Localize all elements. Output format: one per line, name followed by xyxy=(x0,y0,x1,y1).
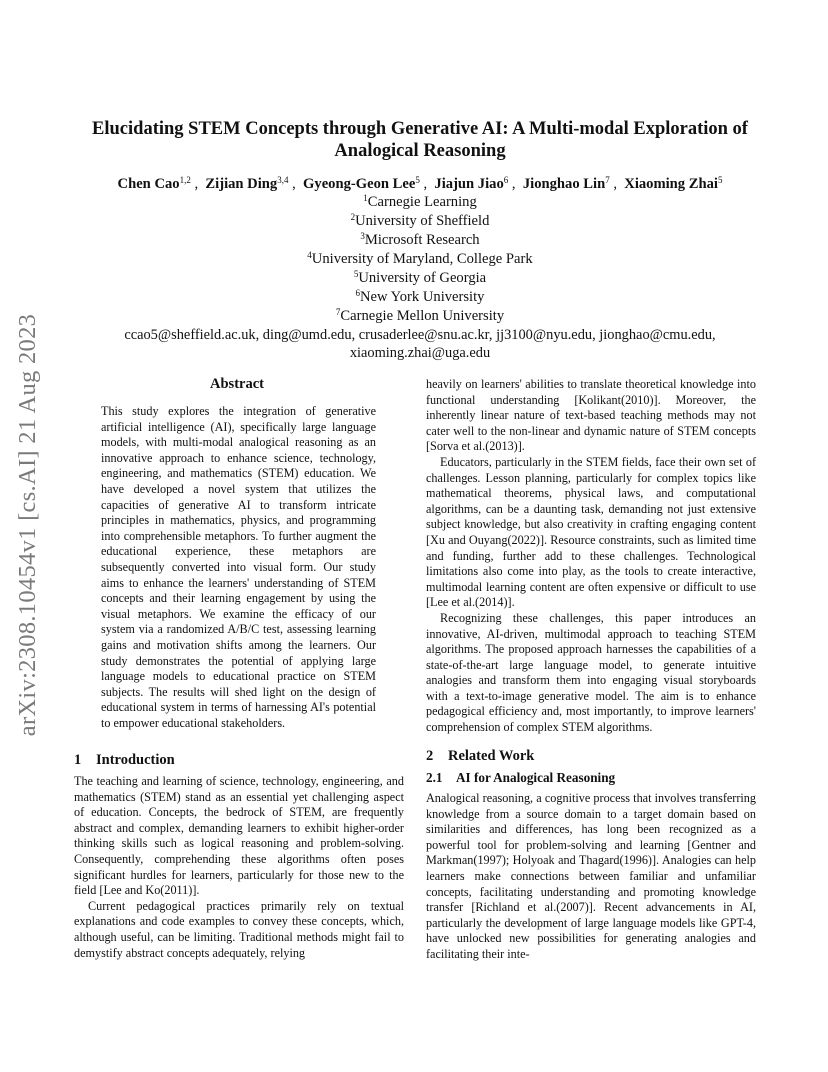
email-line: ccao5@sheffield.ac.uk, ding@umd.edu, crusaderlee@snu.ac.kr, jj3100@nyu.edu, jionghao@cmu.edu, xyxy=(124,327,716,343)
abstract-text: This study explores the integration of generative artificial intelligence (AI), specifically large language models, with multi-modal analogical reasoning as an innovative approach to enhance science, technology, engineering, and mathematics (STEM) education. We have developed a novel system that utilizes the capacities of generative AI to transform intricate principles in mathematics, physics, and programming into comprehensible metaphors. To further augment the educational experience, these metaphors are subsequently converted into visual form. Our study aims to enhance the learners' understanding of STEM concepts and their learning engagement by using the visual metaphors. We examine the efficacy of our system via a randomized A/B/C test, assessing learning gains and motivation shifts among the learners. Our study demonstrates the potential of applying large language models to educational practice on STEM subjects. The results will shed light on the design of educational system in terms of harnessing AI's potential to empower educational stakeholders. xyxy=(101,404,376,730)
subsection-number: 2.1 xyxy=(426,770,443,785)
author: Chen Cao$^{1,2}$ xyxy=(117,175,191,192)
author: Gyeong-Geon Lee$^5$ xyxy=(303,175,420,192)
right-column-body xyxy=(426,377,756,736)
email-list xyxy=(60,326,780,362)
email-line: xiaoming.zhai@uga.edu xyxy=(349,345,491,361)
section-number: 1 xyxy=(74,752,82,768)
paragraph: Recognizing these challenges, this paper introduces an innovative, AI-driven, multimodal approach to teaching STEM algorithms. The proposed approach harnesses the capabilities of a state-of-the-art large language model, to generate intuitive analogies and transform them into engaging visual storyboards with a text-to-image generative model. The aim is to enhance pedagogical efficiency and, most importantly, to improve learners' comprehension of complex STEM algorithms. xyxy=(426,610,756,735)
arxiv-identifier: arXiv:2308.10454v1 [cs.AI] 21 Aug 2023 xyxy=(14,313,42,737)
section-title: Introduction xyxy=(96,752,175,768)
affiliation: $^4$University of Maryland, College Park xyxy=(307,250,533,267)
arxiv-stamp xyxy=(8,290,48,760)
paragraph: The teaching and learning of science, technology, engineering, and mathematics (STEM) stand as an essential yet challenging aspect of education. Concepts, the bedrock of STEM, are frequently abstract and complex, demanding learners to exhibit higher-order thinking skills such as logical reasoning and problem-solving. Consequently, comprehending these algorithms often poses significant hurdles for learners, particularly for those new to the field [Lee and Ko(2011)]. xyxy=(74,774,404,898)
paper-title: Elucidating STEM Concepts through Generative AI: A Multi-modal Exploration of Analogical Reasoning xyxy=(92,119,748,161)
paragraph: Current pedagogical practices primarily rely on textual explanations and code examples to convey these concepts, which, although useful, can be limiting. Traditional methods might fail to demystify abstract concepts adequately, relying xyxy=(74,898,404,960)
related-work-body xyxy=(426,791,756,963)
affiliation: $^5$University of Georgia xyxy=(353,269,487,286)
related-work-heading xyxy=(426,748,534,765)
introduction-heading xyxy=(74,752,175,769)
section-number: 2 xyxy=(426,748,434,764)
affiliation: $^2$University of Sheffield xyxy=(350,212,490,229)
author: Xiaoming Zhai$^5$ xyxy=(624,175,723,192)
section-title: Related Work xyxy=(448,748,535,764)
subsection-title: AI for Analogical Reasoning xyxy=(456,770,616,785)
affiliation: $^6$New York University xyxy=(355,288,485,305)
paragraph: Educators, particularly in the STEM fields, face their own set of challenges. Lesson planning, particularly for complex topics like mathematical theorems, physical laws, and computational algorithms, can be a daunting task, demanding not just extensive subject knowledge, but also creativity in crafting engaging content [Xu and Ouyang(2022)]. Resource constraints, such as limited time and funding, further add to these challenges. Technological limitations also come into play, as the tools to create interactive, multimodal learning content are often expensive or difficult to use [Lee et al.(2014)]. xyxy=(426,454,756,610)
author: Jionghao Lin$^7$ xyxy=(522,175,610,192)
affiliation: $^3$Microsoft Research xyxy=(360,231,480,248)
paragraph: Analogical reasoning, a cognitive process that involves transferring knowledge from a source domain to a target domain based on similarities and differences, has long been recognized as a powerful tool for problem-solving and learning [Gentner and Markman(1997); Holyoak and Thagard(1996)]. Analogies can help learners make connections between familiar and unfamiliar concepts, facilitating understanding and promoting knowledge transfer [Richland et al.(2007)]. Recent advancements in AI, particularly the development of large language models like GPT-4, have unlocked new possibilities for generating analogies and facilitating their inte- xyxy=(426,791,756,961)
paragraph: heavily on learners' abilities to translate theoretical knowledge into functional understanding [Kolikant(2010)]. Moreover, the inherently linear nature of text-based teaching methods may not cater well to the non-linear and dynamic nature of STEM concepts [Sorva et al.(2013)]. xyxy=(426,377,756,454)
author: Jiajun Jiao$^6$ xyxy=(434,175,509,192)
affiliation-list xyxy=(200,189,640,322)
affiliation: $^7$Carnegie Mellon University xyxy=(335,307,505,324)
affiliation: $^1$Carnegie Learning xyxy=(363,193,477,210)
author: Zijian Ding$^{3,4}$ xyxy=(205,175,289,192)
abstract-heading: Abstract xyxy=(210,376,264,392)
author-list: Chen Cao$^{1,2}$ , Zijian Ding$^{3,4}$ , Gyeong-Geon Lee$^5$ , Jiajun Jiao$^6$ , Jionghao Lin$^7$ , Xiaoming Zhai$^5$ xyxy=(117,175,723,192)
subsection-heading xyxy=(426,770,615,786)
introduction-body xyxy=(74,774,404,961)
